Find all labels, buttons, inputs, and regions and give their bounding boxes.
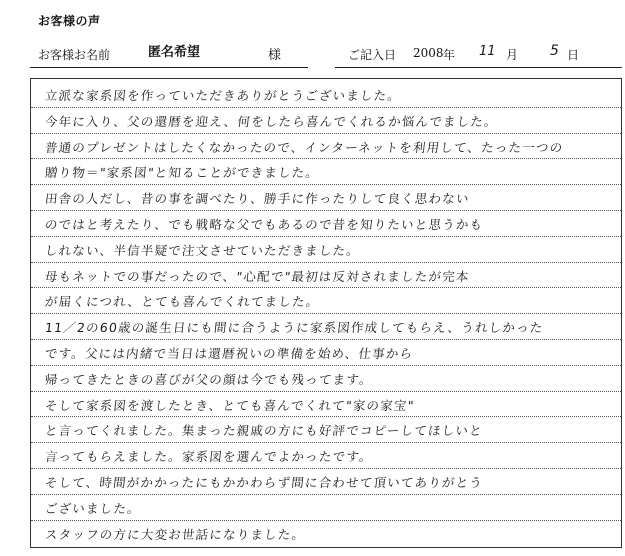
comment-line: のではと考えたり、でも戦略な父でもあるので昔を知りたいと思うかも: [44, 217, 485, 232]
date-underline: [335, 67, 622, 68]
comment-line: です。父には内緒で当日は還暦祝いの準備を始め、仕事から: [44, 346, 415, 361]
ruled-line: [31, 262, 621, 263]
date-day-value: 5: [550, 43, 559, 59]
ruled-line: [31, 133, 621, 134]
comment-sheet: [30, 78, 622, 548]
date-label: ご記入日: [348, 48, 397, 62]
name-label: お客様お名前: [38, 48, 111, 62]
comment-line: 立派な家系図を作っていただきありがとうございました。: [44, 88, 402, 103]
ruled-line: [31, 391, 621, 392]
comment-line: しれない、半信半疑で注文させていただきました。: [44, 242, 361, 258]
comment-line: 11／2の60歳の誕生日にも間に合うように家系図作成してもらえ、うれしかった: [44, 320, 545, 336]
comment-line: 帰ってきたときの喜びが父の顔は今でも残ってます。: [44, 371, 374, 387]
ruled-line: [31, 184, 621, 185]
comment-line: 田舎の人だし、昔の事を調べたり、勝手に作ったりして良く思わない: [44, 191, 471, 207]
ruled-line: [31, 442, 621, 443]
ruled-line: [31, 210, 621, 211]
month-unit: 月: [506, 48, 519, 62]
ruled-line: [31, 520, 621, 521]
ruled-line: [31, 236, 621, 237]
comment-line: そして家系図を渡したとき、とても喜んでくれて"家の家宝": [44, 397, 416, 413]
comment-line: 贈り物＝"家系図"と知ることができました。: [44, 165, 320, 181]
comment-line: 普通のプレゼントはしたくなかったので、インターネットを利用して、たった一つの: [44, 139, 565, 155]
date-month: 11: [479, 44, 496, 59]
comment-line: と言ってくれました。集まった親戚の方にも好評でコピーしてほしいと: [44, 423, 484, 439]
day-unit: 日: [567, 48, 580, 62]
ruled-line: [31, 313, 621, 314]
comment-line: スタッフの方に大変お世話になりました。: [44, 526, 307, 542]
comment-line: 今年に入り、父の還暦を迎え、何をしたら喜んでくれるか悩んでました。: [44, 113, 499, 129]
date-year: 2008: [413, 46, 444, 60]
ruled-line: [31, 468, 621, 469]
ruled-line: [31, 416, 621, 417]
comment-line: ございました。: [44, 500, 142, 516]
comment-line: そして、時間がかかったにもかかわらず間に合わせて頂いてありがとう: [44, 475, 484, 490]
comment-line: 言ってもらえました。家系図を選んでよかったです。: [44, 449, 374, 465]
comment-line: 母もネットでの事だったので、"心配で"最初は反対されましたが完本: [44, 268, 471, 284]
name-value: 匿名希望: [148, 45, 201, 60]
ruled-line: [31, 339, 621, 340]
ruled-line: [31, 494, 621, 495]
year-unit: 年: [443, 48, 456, 62]
comment-line: が届くにつれ、とても喜んでくれてました。: [44, 294, 321, 310]
ruled-line: [31, 365, 621, 366]
header-row: [30, 35, 622, 75]
form-title: お客様の声: [38, 14, 101, 28]
ruled-line: [31, 107, 621, 108]
ruled-line: [31, 158, 621, 159]
ruled-line: [31, 287, 621, 288]
name-underline: [30, 67, 308, 68]
honorific: 様: [268, 48, 282, 63]
